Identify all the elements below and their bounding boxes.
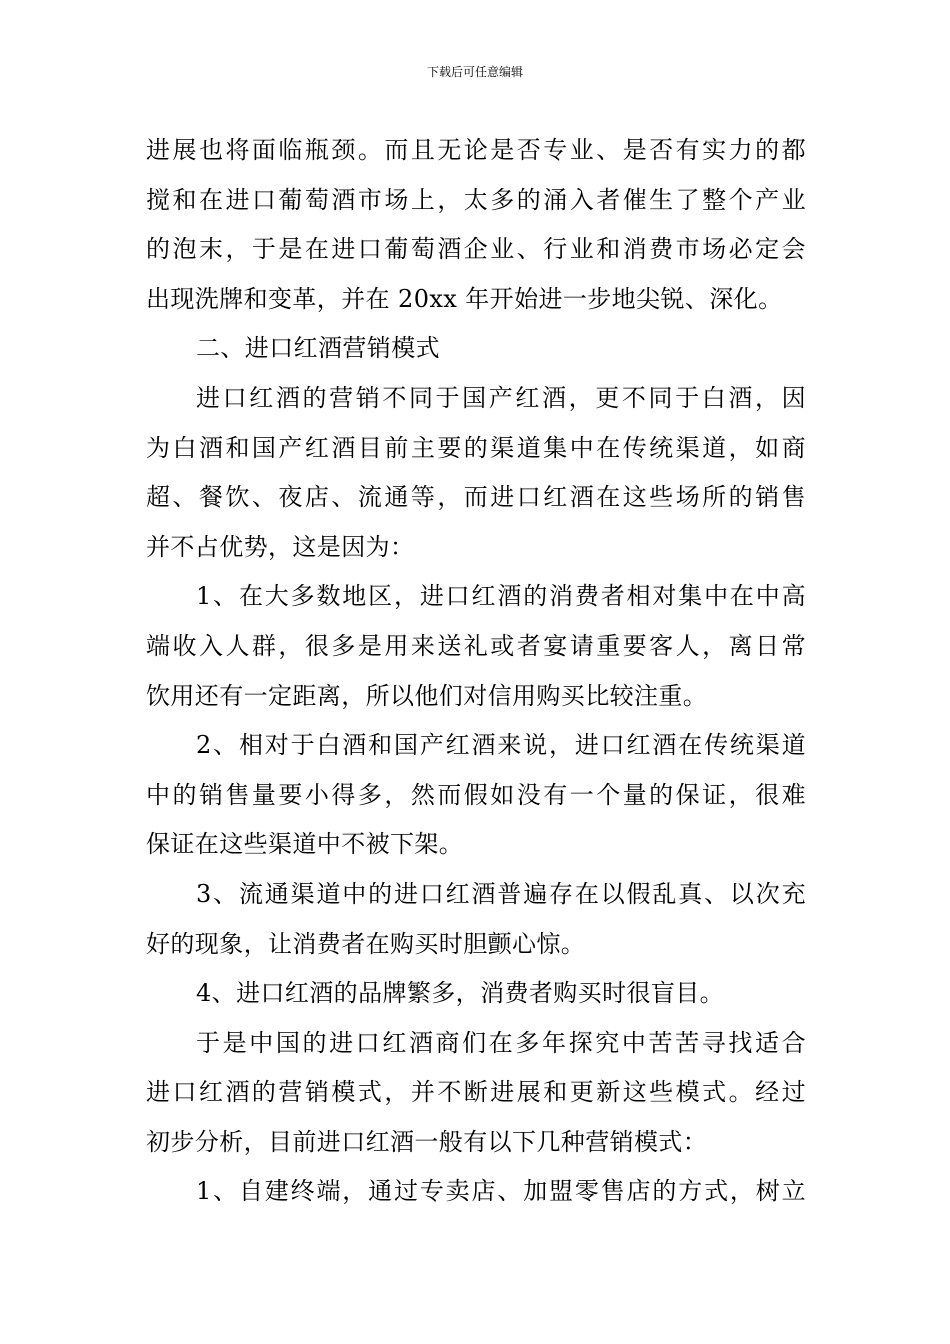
text-line: 进口红酒的营销模式，并不断进展和更新这些模式。经过 xyxy=(146,1078,806,1107)
text-line: 3、流通渠道中的进口红酒普遍存在以假乱真、以次充 xyxy=(196,879,806,908)
text-line: 端收入人群，很多是用来送礼或者宴请重要客人，离日常 xyxy=(146,631,806,660)
text-line: 进口红酒的营销不同于国产红酒，更不同于白酒，因 xyxy=(196,383,806,412)
text-line: 初步分析，目前进口红酒一般有以下几种营销模式： xyxy=(146,1127,708,1156)
text-line: 为白酒和国产红酒目前主要的渠道集中在传统渠道，如商 xyxy=(146,433,806,462)
text-line: 饮用还有一定距离，所以他们对信用购买比较注重。 xyxy=(146,681,708,710)
text-line: 好的现象，让消费者在购买时胆颤心惊。 xyxy=(146,929,586,958)
text-line: 保证在这些渠道中不被下架。 xyxy=(146,830,464,859)
text-line: 2、相对于白酒和国产红酒来说，进口红酒在传统渠道 xyxy=(196,731,806,760)
text-line: 1、在大多数地区，进口红酒的消费者相对集中在中高 xyxy=(196,582,806,611)
text-line: 出现洗牌和变革，并在 20xx 年开始进一步地尖锐、深化。 xyxy=(146,284,783,313)
text-line: 1、自建终端，通过专卖店、加盟零售店的方式，树立 xyxy=(196,1177,806,1206)
section-heading: 二、进口红酒营销模式 xyxy=(196,334,440,363)
text-line: 4、进口红酒的品牌繁多，消费者购买时很盲目。 xyxy=(196,979,725,1008)
text-line: 中的销售量要小得多，然而假如没有一个量的保证，很难 xyxy=(146,780,806,809)
text-line: 搅和在进口葡萄酒市场上，太多的涌入者催生了整个产业 xyxy=(146,185,806,214)
text-line: 进展也将面临瓶颈。而且无论是否专业、是否有实力的都 xyxy=(146,136,806,164)
page-header-note: 下载后可任意编辑 xyxy=(426,65,523,79)
text-line: 的泡末，于是在进口葡萄酒企业、行业和消费市场必定会 xyxy=(146,235,806,264)
text-line: 于是中国的进口红酒商们在多年探究中苦苦寻找适合 xyxy=(196,1028,806,1057)
document-body xyxy=(146,126,806,1217)
text-line: 并不占优势，这是因为： xyxy=(146,532,415,561)
text-line: 超、餐饮、夜店、流通等，而进口红酒在这些场所的销售 xyxy=(146,483,806,512)
